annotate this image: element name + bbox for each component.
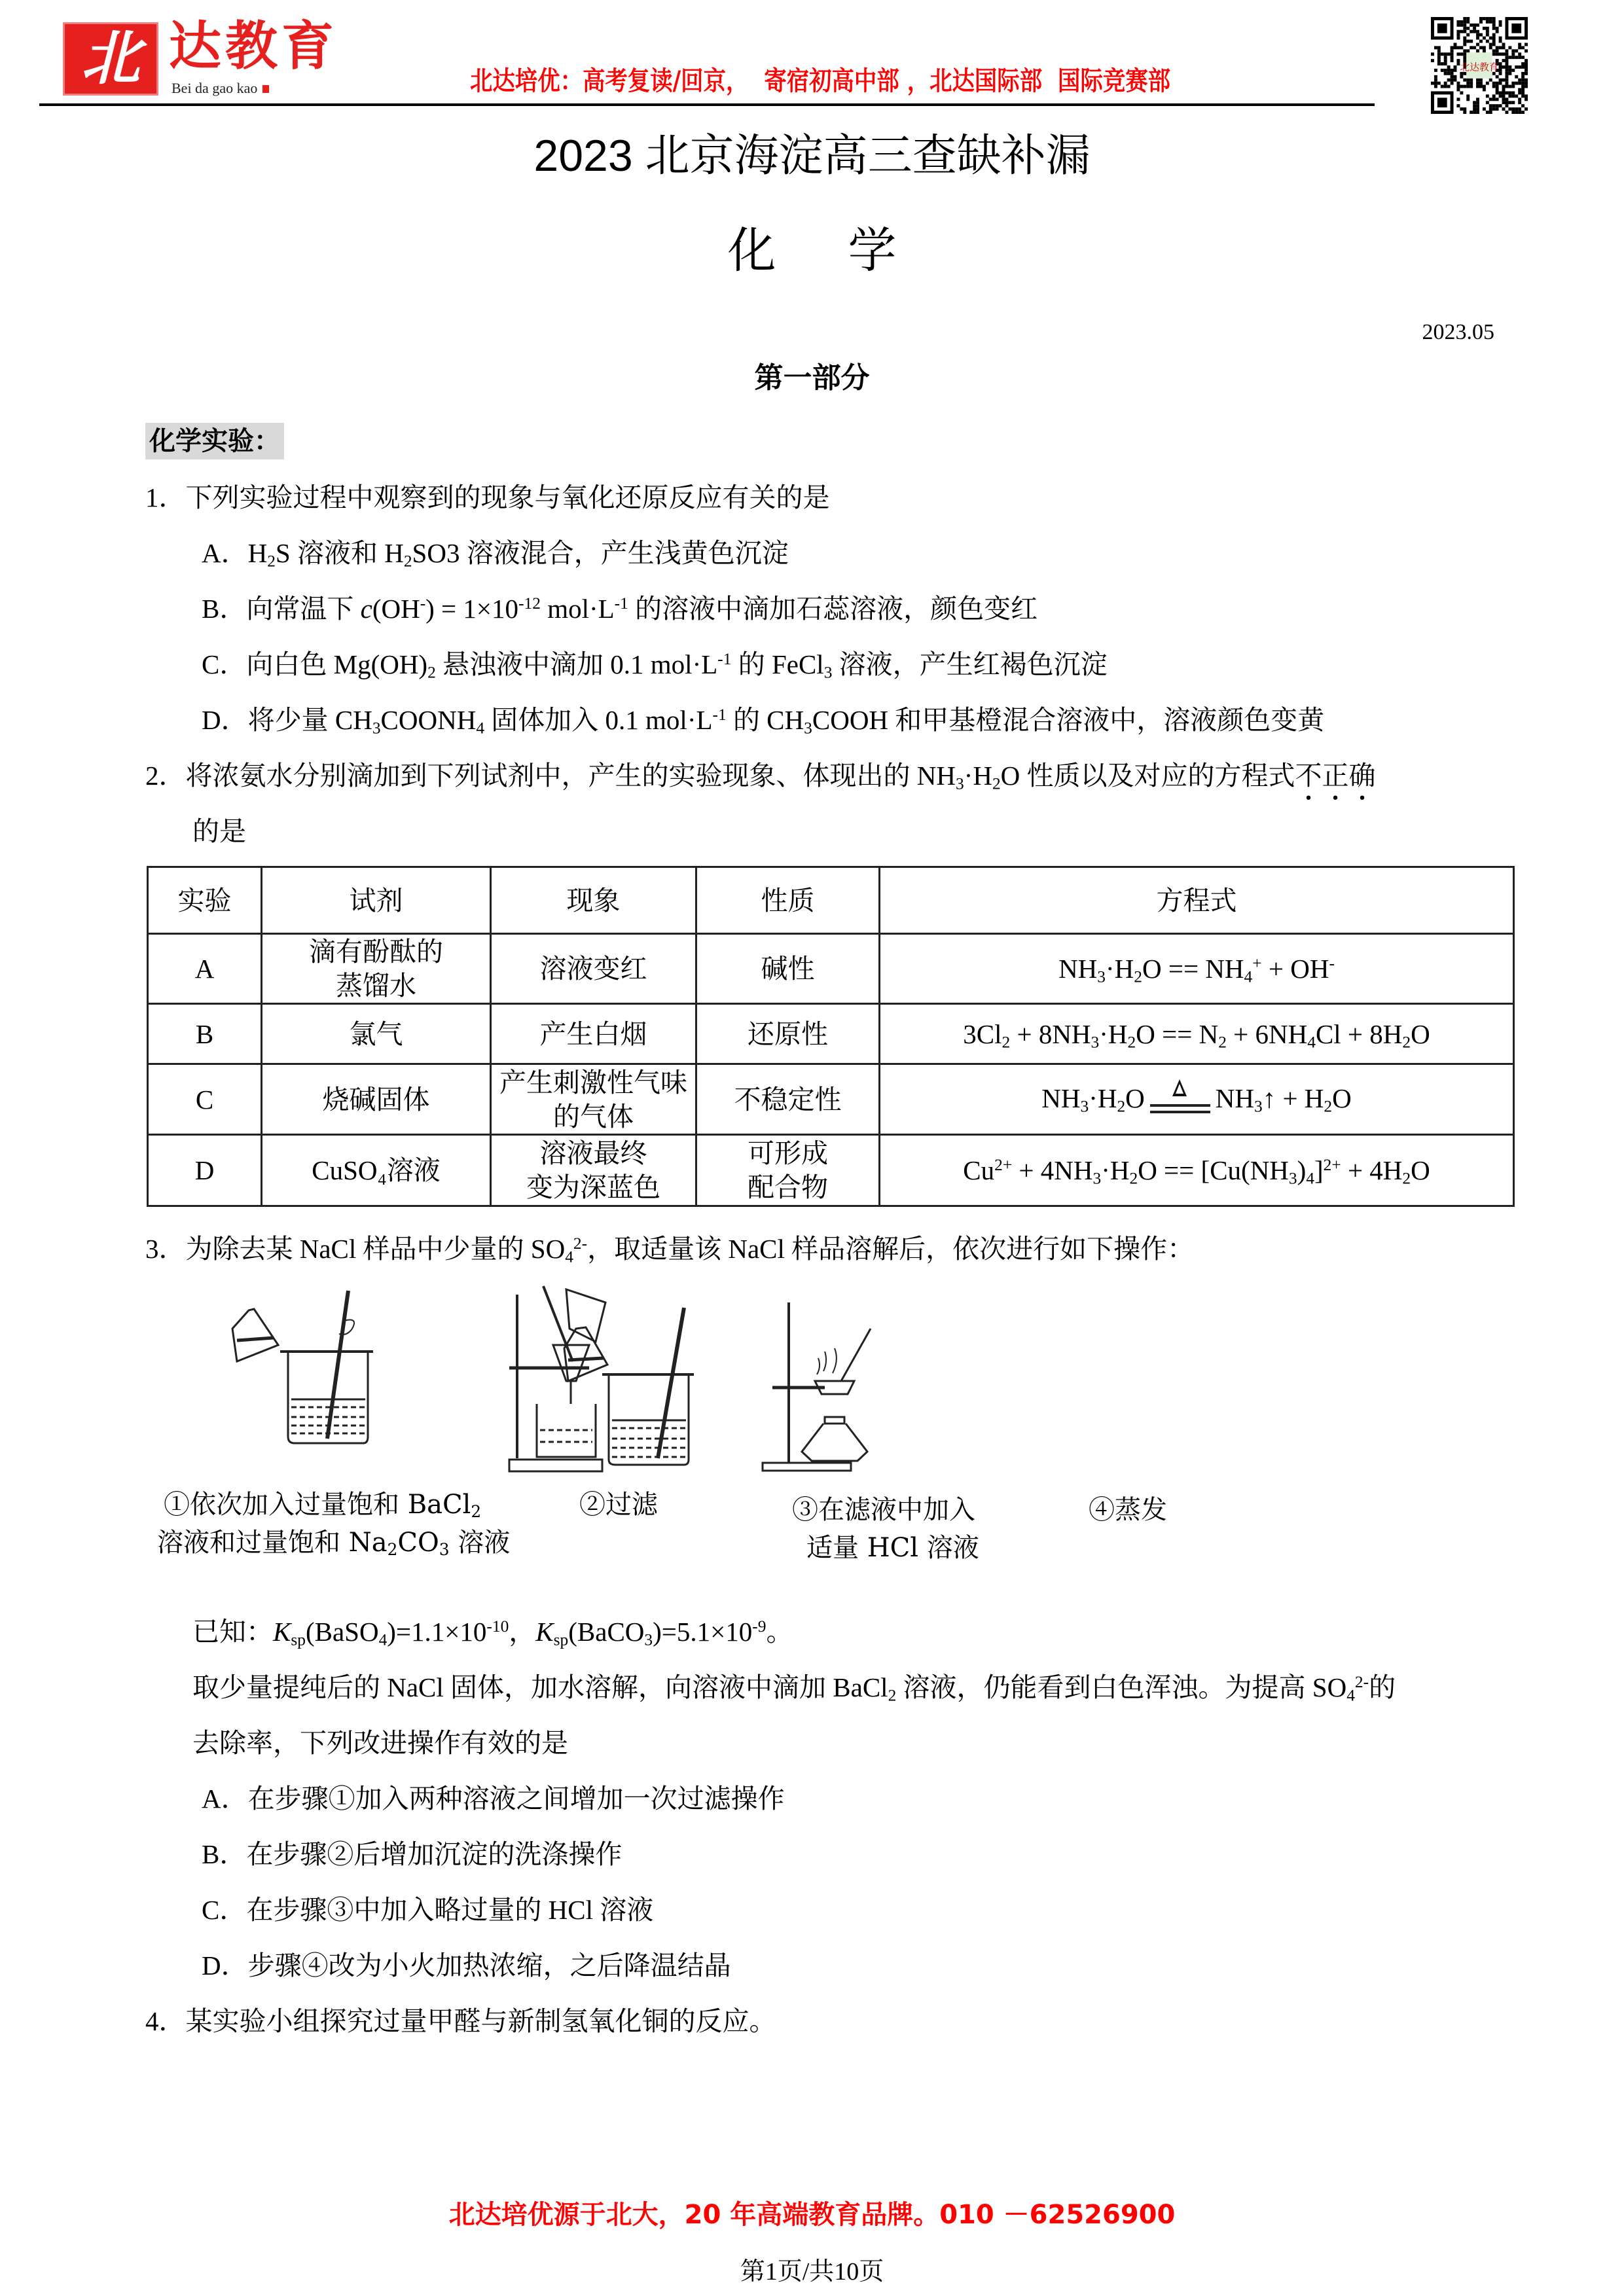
subscript: 2: [403, 552, 412, 571]
option-text: 在步骤②后增加沉淀的洗涤操作: [246, 1839, 623, 1869]
table-header-row: [148, 867, 1514, 934]
text-run: ，取适量该 NaCl 样品溶解后，依次进行如下操作：: [587, 1234, 1195, 1264]
document-title: 2023 北京海淀高三查缺补漏: [533, 131, 1091, 181]
subscript: 3: [1288, 1169, 1297, 1188]
text-run: K: [535, 1617, 554, 1647]
cell-experiment: C: [148, 1064, 262, 1135]
apparatus-figure: [196, 1283, 1060, 1479]
option-label: B．: [202, 1839, 247, 1869]
question-stem-part: ·H: [964, 761, 992, 791]
subscript: sp: [291, 1630, 306, 1649]
text-run: c: [360, 594, 372, 624]
superscript: -: [1329, 954, 1335, 973]
text-run: NH: [1215, 1083, 1254, 1113]
question-1: [145, 481, 830, 514]
text-run: 将少量 CH: [247, 705, 372, 735]
superscript: +: [1252, 954, 1262, 973]
superscript: 2+: [994, 1156, 1013, 1175]
subscript: 2: [427, 663, 436, 682]
text-run: O: [1332, 1083, 1352, 1113]
cell-reagent: [262, 934, 491, 1004]
text-run: 溶液: [449, 1528, 511, 1558]
question-stem: [186, 1234, 1195, 1264]
subscript: 3: [439, 1540, 450, 1560]
text-run: NH: [1058, 954, 1098, 984]
question-2: [145, 759, 1376, 792]
text-run: ·H: [1089, 1083, 1117, 1113]
superscript: -12: [518, 594, 541, 613]
heating-symbol-icon: [1150, 1085, 1210, 1117]
subscript: 2: [1218, 1032, 1227, 1051]
text-run: Cl + 8H: [1315, 1018, 1403, 1049]
text-run: SO: [412, 538, 446, 568]
equation-left: [1041, 1083, 1145, 1116]
subscript: 4: [1244, 967, 1253, 986]
subscript: 4: [378, 1630, 388, 1649]
question-3: [145, 1232, 1194, 1265]
cell-line: 蒸馏水: [336, 971, 416, 1001]
cell-phenomenon: [491, 1064, 696, 1135]
cell-line: 产生刺激性气味: [499, 1067, 687, 1098]
subscript: 2: [1129, 1169, 1138, 1188]
subscript: 3: [1092, 1169, 1102, 1188]
part-title: 第一部分: [754, 361, 870, 395]
logo-square-icon: [262, 85, 269, 93]
text-run: COOH 和甲基橙混合溶液中，溶液颜色变黄: [812, 705, 1325, 735]
subscript: 2: [471, 1502, 482, 1522]
cell-reagent: 氯气: [262, 1004, 491, 1064]
cell-equation: [880, 934, 1514, 1004]
cell-experiment: B: [148, 1004, 262, 1064]
question-number: 1．: [145, 482, 186, 512]
text-run: ]: [1314, 1155, 1324, 1185]
text-run: K: [273, 1617, 291, 1647]
text-run: 3Cl: [963, 1018, 1002, 1049]
option-label: C．: [202, 1895, 247, 1925]
emphasis-char: 确: [1348, 761, 1376, 791]
q1-option-c: [202, 648, 1108, 681]
subscript: 2: [1402, 1032, 1411, 1051]
text-run: ·H: [1099, 1018, 1128, 1049]
text-run: 固体加入 0.1 mol·L: [484, 705, 713, 735]
q3-paragraph: [192, 1671, 1396, 1704]
option-label: D．: [202, 705, 248, 735]
step-2-caption: [579, 1486, 658, 1524]
logo-text: 达教育: [169, 15, 338, 77]
header-equation: 方程式: [880, 867, 1514, 934]
subscript: 4: [1307, 1032, 1316, 1051]
text-run: ④蒸发: [1089, 1495, 1167, 1525]
logo-char: 北: [81, 24, 140, 93]
question-stem: 某实验小组探究过量甲醛与新制氢氧化铜的反应。: [185, 2006, 776, 2036]
question-number: 3．: [145, 1234, 186, 1264]
table-row: [148, 934, 1514, 1004]
page-number: 第1页/共10页: [740, 2258, 884, 2286]
beaker-pouring-icon: [232, 1291, 373, 1443]
question-number: 4．: [145, 2006, 186, 2036]
text-run: + 4NH: [1012, 1155, 1093, 1185]
q3-paragraph-cont: 去除率，下列改进操作有效的是: [192, 1728, 568, 1758]
header-divider: [39, 103, 1375, 106]
document-subject: 化学: [727, 223, 969, 279]
text-run: + 8NH: [1010, 1018, 1091, 1049]
text-run: 溶液混合，产生浅黄色沉淀: [460, 538, 789, 568]
step-1-caption-line1: [164, 1486, 481, 1524]
superscript: -9: [752, 1617, 767, 1636]
superscript: -10: [486, 1617, 509, 1636]
header-experiment: 实验: [148, 867, 262, 934]
cell-experiment: A: [148, 934, 262, 1004]
subscript: 2: [888, 1686, 897, 1705]
text-run: O: [1411, 1155, 1430, 1185]
subscript: 3: [955, 774, 964, 793]
text-run: O == NH: [1142, 954, 1244, 984]
superscript: 2-: [573, 1234, 588, 1253]
cell-phenomenon: 溶液变红: [491, 934, 696, 1004]
text-run: 溶液，仍能看到白色浑浊。为提高 SO: [896, 1672, 1347, 1702]
subscript: 2: [387, 1540, 398, 1560]
question-number: 2．: [145, 761, 186, 791]
option-label: A．: [202, 538, 248, 568]
qr-center-label: 北达教育: [1460, 62, 1499, 73]
text-run: ②过滤: [579, 1490, 658, 1520]
superscript: -: [420, 594, 426, 613]
superscript: 2+: [1323, 1156, 1341, 1175]
subscript: 2: [1134, 967, 1142, 986]
cell-phenomenon: [491, 1135, 696, 1206]
cell-equation: [880, 1064, 1514, 1135]
subscript: 4: [476, 719, 485, 738]
cell-experiment: D: [148, 1135, 262, 1206]
logo-pinyin-text: Bei da gao kao: [171, 80, 258, 96]
logo-pinyin: [171, 80, 269, 97]
footer-slogan: 北达培优源于北大，20 年高端教育品牌。010 －62526900: [448, 2200, 1176, 2230]
text-run: NH: [1041, 1083, 1081, 1113]
q3-option-a: [202, 1782, 785, 1815]
text-run: ) = 1×10: [425, 594, 519, 624]
text-run: ↑ + H: [1262, 1083, 1324, 1113]
superscript: 2-: [1354, 1673, 1369, 1692]
text-run: 溶液和过量饱和 Na: [157, 1528, 388, 1558]
text-run: 溶液，产生红褐色沉淀: [832, 649, 1108, 679]
text-run: ): [1297, 1155, 1307, 1185]
text-run: S 溶液和 H: [275, 538, 404, 568]
subscript: 3: [1080, 1097, 1089, 1116]
text-run: + OH: [1261, 954, 1329, 984]
option-text: 在步骤①加入两种溶液之间增加一次过滤操作: [247, 1784, 785, 1814]
q2-table: [147, 866, 1515, 1207]
q3-known: [192, 1615, 793, 1648]
text-run: ，: [509, 1617, 536, 1647]
q3-option-b: [202, 1838, 622, 1871]
evaporation-stand-icon: [763, 1302, 871, 1471]
text-run: CO: [397, 1528, 439, 1558]
logo-badge: [63, 22, 158, 96]
cell-phenomenon: 产生白烟: [491, 1004, 696, 1064]
q1-option-b: [202, 592, 1038, 625]
cell-line: 的气体: [553, 1101, 634, 1132]
superscript: -1: [717, 650, 732, 669]
text-run: (OH: [372, 594, 420, 624]
text-run: O == [Cu(NH: [1138, 1155, 1289, 1185]
text-run: 取少量提纯后的 NaCl 固体，加水溶解，向溶液中滴加 BaCl: [192, 1672, 888, 1702]
text-run: (BaCO: [568, 1617, 645, 1647]
question-2-continued: 的是: [192, 816, 246, 846]
text-run: 向常温下: [246, 594, 361, 624]
text-run: H: [247, 538, 268, 568]
text-run: Cu: [963, 1155, 995, 1185]
text-run: ③在滤液中加入: [792, 1495, 975, 1525]
cell-reagent: CuSO₄溶液: [262, 1135, 491, 1206]
q3-option-d: [202, 1949, 731, 1982]
text-run: ·H: [1101, 1155, 1130, 1185]
cell-line: 可形成: [748, 1138, 828, 1168]
subscript: 2: [267, 552, 276, 571]
cell-property: 碱性: [696, 934, 880, 1004]
subscript: 2: [1324, 1097, 1333, 1116]
question-stem: 下列实验过程中观察到的现象与氧化还原反应有关的是: [185, 482, 830, 512]
question-stem-part: O 性质以及对应的方程式: [1000, 761, 1295, 791]
emphasis-char: 正: [1322, 761, 1349, 791]
text-run: 。: [766, 1617, 793, 1647]
subscript: 3: [372, 719, 381, 738]
option-label: D．: [202, 1950, 248, 1981]
question-stem-part: 将浓氨水分别滴加到下列试剂中，产生的实验现象、体现出的 NH: [185, 761, 956, 791]
q3-option-c: [202, 1893, 653, 1926]
subscript: 4: [1306, 1169, 1314, 1188]
table-row: [148, 1004, 1514, 1064]
text-run: ①依次加入过量饱和 BaCl: [164, 1490, 471, 1520]
subscript: 3: [1091, 1032, 1100, 1051]
text-run: 的: [1369, 1672, 1396, 1702]
cell-property: 还原性: [696, 1004, 880, 1064]
text-run: mol·L: [540, 594, 615, 624]
option-label: A．: [202, 1784, 248, 1814]
table-row: [148, 1135, 1514, 1206]
text-run: COONH: [380, 705, 477, 735]
text-run: 3: [446, 538, 460, 568]
header-reagent: 试剂: [262, 867, 491, 934]
q1-option-d: [202, 704, 1324, 736]
section-label: 化学实验：: [145, 423, 284, 459]
subscript: 4: [565, 1247, 573, 1266]
text-run: 为除去某 NaCl 样品中少量的 SO: [185, 1234, 566, 1264]
text-run: O == N: [1136, 1018, 1219, 1049]
text-run: 向白色 Mg(OH): [246, 649, 428, 679]
step-1-caption-line2: [157, 1524, 510, 1562]
table-row: [148, 1064, 1514, 1135]
subscript: 3: [1097, 967, 1106, 986]
subscript: 3: [804, 719, 812, 738]
subscript: 2: [992, 774, 1001, 793]
step-4-caption: [1089, 1491, 1167, 1529]
text-run: 已知：: [192, 1617, 273, 1647]
text-run: + 4H: [1341, 1155, 1403, 1185]
option-label: C．: [202, 649, 247, 679]
cell-equation: [880, 1135, 1514, 1206]
subscript: 3: [823, 663, 833, 682]
cell-property: [696, 1135, 880, 1206]
text-run: O: [1125, 1083, 1145, 1113]
superscript: -1: [614, 594, 628, 613]
text-run: + 6NH: [1226, 1018, 1308, 1049]
subscript: 2: [1127, 1032, 1136, 1051]
document-date: 2023.05: [1422, 320, 1494, 344]
option-label: B．: [202, 594, 247, 624]
cell-line: 溶液最终: [539, 1138, 647, 1168]
cell-line: 变为深蓝色: [526, 1172, 660, 1202]
text-run: (BaSO: [305, 1617, 379, 1647]
cell-reagent: 烧碱固体: [262, 1064, 491, 1135]
q1-option-a: [202, 537, 789, 569]
text-run: 适量 HCl 溶液: [806, 1533, 979, 1563]
subscript: sp: [553, 1630, 569, 1649]
option-text: 步骤④改为小火加热浓缩，之后降温结晶: [247, 1950, 731, 1981]
text-run: )=1.1×10: [387, 1617, 487, 1647]
subscript: 2: [1001, 1032, 1011, 1051]
superscript: -1: [712, 706, 727, 725]
subscript: 4: [1346, 1686, 1355, 1705]
text-run: )=5.1×10: [653, 1617, 753, 1647]
cell-line: 滴有酚酞的: [309, 937, 443, 967]
filtration-stand-icon: [509, 1286, 605, 1471]
text-run: ·H: [1106, 954, 1134, 984]
subscript: 2: [1117, 1097, 1126, 1116]
subscript: 3: [1254, 1097, 1263, 1116]
header-property: 性质: [696, 867, 880, 934]
step-3-caption-line2: [806, 1529, 979, 1567]
text-run: 悬浊液中滴加 0.1 mol·L: [435, 649, 718, 679]
text-run: O: [1411, 1018, 1430, 1049]
option-text: 在步骤③中加入略过量的 HCl 溶液: [246, 1895, 654, 1925]
question-4: [145, 2005, 776, 2037]
cell-equation: [880, 1004, 1514, 1064]
subscript: 2: [1402, 1169, 1411, 1188]
equation-right: [1215, 1083, 1352, 1116]
text-run: 的 FeCl: [731, 649, 824, 679]
text-run: 的溶液中滴加石蕊溶液，颜色变红: [628, 594, 1038, 624]
header-phenomenon: 现象: [491, 867, 696, 934]
qr-code-icon: [1430, 17, 1528, 114]
subscript: 3: [644, 1630, 653, 1649]
emphasis-char: 不: [1295, 761, 1322, 791]
cell-line: 配合物: [748, 1172, 828, 1202]
header-slogan: 北达培优：高考复读/回京， 寄宿初高中部 ，北达国际部 国际竞赛部: [470, 66, 1171, 96]
cell-property: 不稳定性: [696, 1064, 880, 1135]
step-3-caption-line1: [792, 1491, 975, 1529]
text-run: 的 CH: [726, 705, 804, 735]
